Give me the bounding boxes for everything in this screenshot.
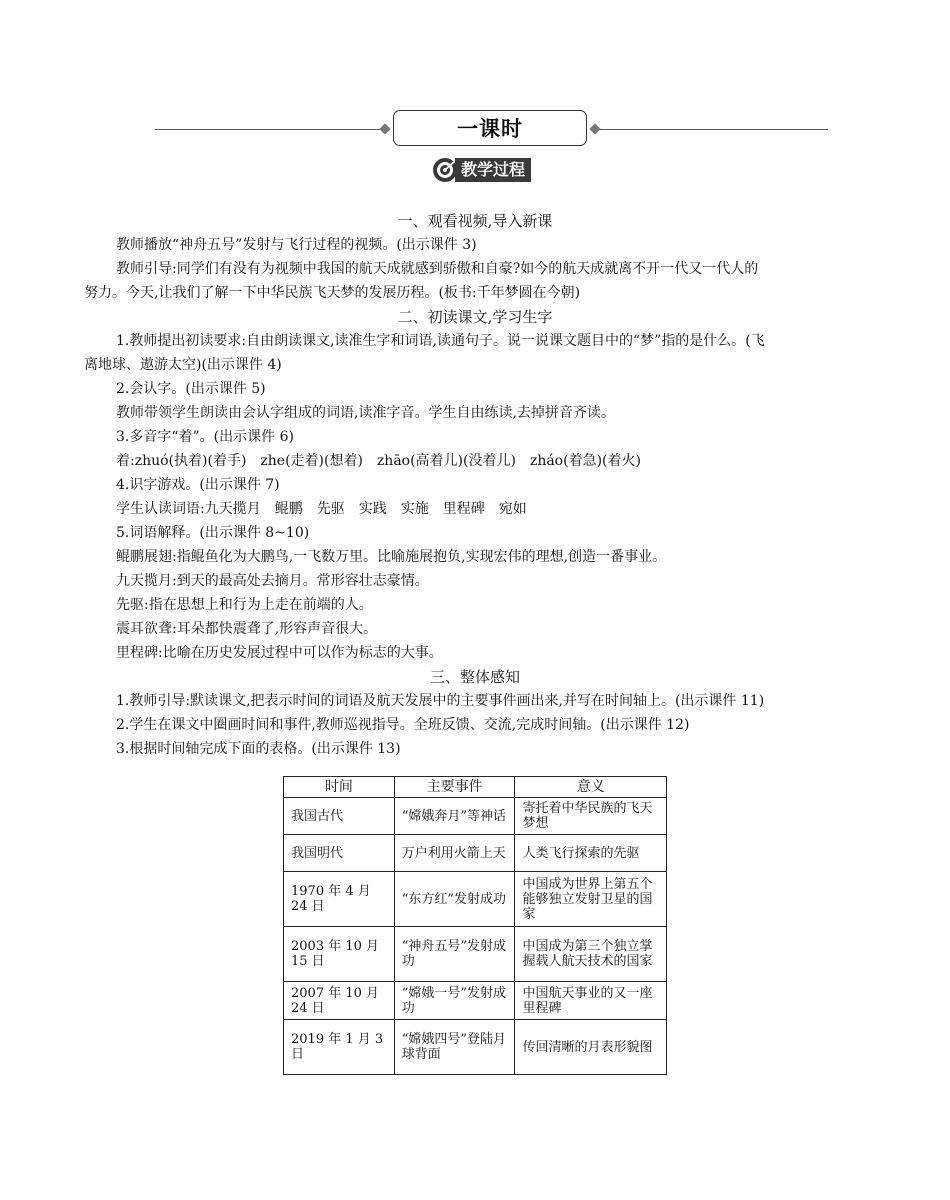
table-row bbox=[284, 982, 667, 1020]
table-cell: 2007 年 10 月 24 日 bbox=[284, 982, 395, 1020]
paragraph-line: 先驱:指在思想上和行为上走在前端的人。 bbox=[116, 597, 373, 613]
column-header-significance: 意义 bbox=[515, 777, 667, 798]
table-cell: 传回清晰的月表形貌图 bbox=[515, 1020, 667, 1075]
table-cell: 中国航天事业的又一座里程碑 bbox=[515, 982, 667, 1020]
table-cell: “神舟五号”发射成功 bbox=[394, 927, 515, 982]
table-row bbox=[284, 872, 667, 927]
paragraph-line: 2.会认字。(出示课件 5) bbox=[116, 381, 266, 397]
table-row bbox=[284, 798, 667, 835]
paragraph-line: 学生认读词语:九天揽月 鲲鹏 先驱 实践 实施 里程碑 宛如 bbox=[116, 501, 527, 517]
table-cell: 我国古代 bbox=[284, 798, 395, 835]
lesson-title: 一课时 bbox=[393, 110, 587, 146]
column-header-time: 时间 bbox=[284, 777, 395, 798]
paragraph-line: 1.教师提出初读要求:自由朗读课文,读准生字和词语,读通句子。说一说课文题目中的“梦”指的是什么。(飞 bbox=[116, 333, 765, 349]
table-row bbox=[284, 927, 667, 982]
paragraph-line: 3.根据时间轴完成下面的表格。(出示课件 13) bbox=[116, 741, 401, 757]
table-row bbox=[284, 1020, 667, 1075]
table-cell: 2003 年 10 月 15 日 bbox=[284, 927, 395, 982]
paragraph-line: 2.学生在课文中圈画时间和事件,教师巡视指导。全班反馈、交流,完成时间轴。(出示课件 12) bbox=[116, 717, 690, 733]
paragraph-line: 努力。今天,让我们了解一下中华民族飞天梦的发展历程。(板书:千年梦圆在今朝) bbox=[84, 285, 581, 301]
table-cell: “嫦娥一号”发射成功 bbox=[394, 982, 515, 1020]
table-cell: 中国成为第三个独立掌握载人航天技术的国家 bbox=[515, 927, 667, 982]
timeline-table bbox=[283, 776, 667, 1075]
table-header-row bbox=[284, 777, 667, 798]
paragraph-line: 震耳欲聋:耳朵都快震聋了,形容声音很大。 bbox=[116, 621, 378, 637]
section-heading: 三、整体感知 bbox=[429, 668, 520, 686]
header-ornament-right bbox=[589, 123, 600, 134]
section-heading: 一、观看视频,导入新课 bbox=[397, 212, 553, 230]
section-badge-label: 教学过程 bbox=[455, 158, 531, 182]
table-cell: “东方红”发射成功 bbox=[394, 872, 515, 927]
paragraph-line: 教师带领学生朗读由会认字组成的词语,读准字音。学生自由练读,去掉拼音齐读。 bbox=[116, 405, 615, 421]
table-cell: 2019 年 1 月 3 日 bbox=[284, 1020, 395, 1075]
paragraph-line: 教师播放“神舟五号”发射与飞行过程的视频。(出示课件 3) bbox=[116, 237, 477, 253]
table-cell: 我国明代 bbox=[284, 835, 395, 872]
paragraph-line: 九天揽月:到天的最高处去摘月。常形容壮志豪情。 bbox=[116, 573, 429, 589]
header-rule-right bbox=[598, 129, 828, 130]
paragraph-line: 5.词语解释。(出示课件 8~10) bbox=[116, 525, 310, 541]
paragraph-line: 教师引导:同学们有没有为视频中我国的航天成就感到骄傲和自豪?如今的航天成就离不开一代又一代人的 bbox=[116, 261, 759, 277]
paragraph-line: 离地球、遨游太空)(出示课件 4) bbox=[84, 357, 282, 373]
header-ornament-left bbox=[379, 123, 390, 134]
paragraph-line: 鲲鹏展翅:指鲲鱼化为大鹏鸟,一飞数万里。比喻施展抱负,实现宏伟的理想,创造一番事业。 bbox=[116, 549, 667, 565]
paragraph-line: 着:zhuó(执着)(着手) zhe(走着)(想着) zhāo(高着儿)(没着儿) zháo(着急)(着火) bbox=[116, 453, 641, 469]
table-cell: 中国成为世界上第五个能够独立发射卫星的国家 bbox=[515, 872, 667, 927]
column-header-event: 主要事件 bbox=[394, 777, 515, 798]
section-badge bbox=[432, 157, 531, 183]
paragraph-line: 里程碑:比喻在历史发展过程中可以作为标志的大事。 bbox=[116, 645, 443, 661]
paragraph-line: 1.教师引导:默读课文,把表示时间的词语及航天发展中的主要事件画出来,并写在时间轴上。(出示课件 11) bbox=[116, 693, 765, 709]
table-cell: 万户利用火箭上天 bbox=[394, 835, 515, 872]
paragraph-line: 4.识字游戏。(出示课件 7) bbox=[116, 477, 280, 493]
paragraph-line: 3.多音字“着”。(出示课件 6) bbox=[116, 429, 294, 445]
table-row bbox=[284, 835, 667, 872]
table-cell: “嫦娥奔月”等神话 bbox=[394, 798, 515, 835]
table-cell: 人类飞行探索的先驱 bbox=[515, 835, 667, 872]
table-cell: “嫦娥四号”登陆月球背面 bbox=[394, 1020, 515, 1075]
table-cell: 寄托着中华民族的飞天梦想 bbox=[515, 798, 667, 835]
section-heading: 二、初读课文,学习生字 bbox=[397, 308, 553, 326]
table-cell: 1970 年 4 月 24 日 bbox=[284, 872, 395, 927]
header-rule-left bbox=[155, 129, 385, 130]
